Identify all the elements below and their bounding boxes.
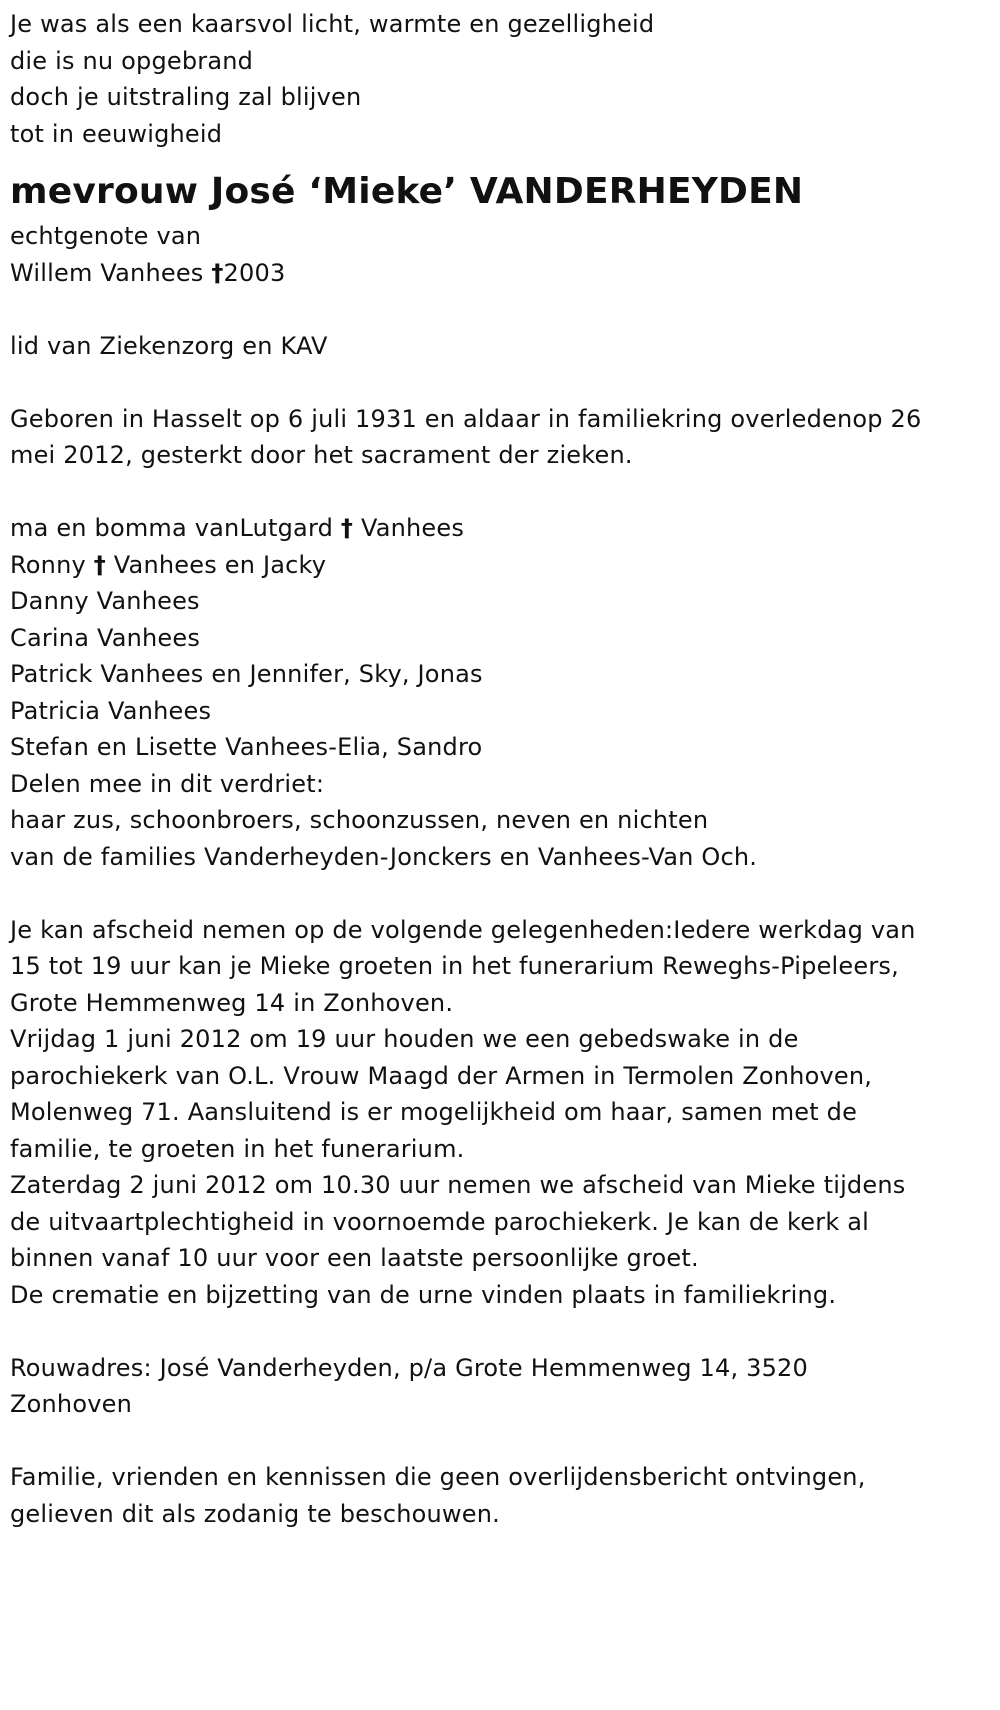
poem-line: tot in eeuwigheid: [10, 119, 223, 148]
family-text: Vanhees en Jacky: [113, 550, 327, 579]
spacer: [10, 291, 1000, 328]
closing-paragraph: [10, 1459, 1000, 1532]
family-line: Patricia Vanhees: [10, 696, 212, 725]
family-list: [10, 510, 1000, 875]
family-text: Vanhees: [360, 514, 465, 542]
family-line: Patrick Vanhees en Jennifer, Sky, Jonas: [10, 660, 483, 688]
family-line: Carina Vanhees: [10, 623, 201, 652]
paragraph-line: Vrijdag 1 juni 2012 om 19 uur houden we een gebedswake in de: [10, 1025, 799, 1053]
paragraph-line: De crematie en bijzetting van de urne vinden plaats in familiekring.: [10, 1280, 837, 1309]
poem-line: doch je uitstraling zal blijven: [10, 83, 362, 111]
paragraph-line: Zonhoven: [10, 1390, 133, 1418]
paragraph-line: binnen vanaf 10 uur voor een laatste persoonlijke groet.: [10, 1244, 699, 1272]
birth-death-paragraph: [10, 401, 1000, 474]
deceased-name: mevrouw José ‘Mieke’ VANDERHEYDEN: [10, 171, 804, 212]
family-line: Delen mee in dit verdriet:: [10, 769, 325, 798]
spacer: [10, 1313, 1000, 1350]
spouse-name: Willem Vanhees: [10, 258, 204, 287]
family-text: Ronny: [10, 550, 86, 579]
paragraph-line: familie, te groeten in het funerarium.: [10, 1134, 465, 1163]
paragraph-line: parochiekerk van O.L. Vrouw Maagd der Armen in Termolen Zonhoven,: [10, 1061, 873, 1090]
address-paragraph: [10, 1350, 1000, 1423]
paragraph-line: gelieven dit als zodanig te beschouwen.: [10, 1499, 500, 1528]
paragraph-line: Zaterdag 2 juni 2012 om 10.30 uur nemen we afscheid van Mieke tijdens: [10, 1171, 906, 1199]
paragraph-line: 15 tot 19 uur kan je Mieke groeten in het funerarium Reweghs-Pipeleers,: [10, 952, 899, 980]
paragraph-line: Rouwadres: José Vanderheyden, p/a Grote Hemmenweg 14, 3520: [10, 1353, 808, 1382]
family-line: [10, 510, 1000, 547]
membership-text: lid van Ziekenzorg en KAV: [10, 331, 328, 360]
cross-icon: †: [340, 514, 354, 542]
poem-line: die is nu opgebrand: [10, 46, 254, 75]
cross-icon: †: [211, 258, 224, 287]
paragraph-line: Je kan afscheid nemen op de volgende gelegenheden:Iedere werkdag van: [10, 915, 916, 944]
spouse-block: [10, 218, 1000, 291]
paragraph-line: Grote Hemmenweg 14 in Zonhoven.: [10, 988, 454, 1017]
spouse-year: 2003: [223, 258, 286, 287]
family-text: ma en bomma vanLutgard: [10, 514, 334, 542]
family-line: [10, 547, 1000, 584]
spacer: [10, 474, 1000, 511]
family-line: Danny Vanhees: [10, 587, 200, 615]
paragraph-line: mei 2012, gesterkt door het sacrament der zieken.: [10, 441, 633, 469]
paragraph-line: Geboren in Hasselt op 6 juli 1931 en aldaar in familiekring overledenop 26: [10, 404, 922, 433]
family-line: haar zus, schoonbroers, schoonzussen, neven en nichten: [10, 806, 709, 834]
spacer: [10, 364, 1000, 401]
paragraph-line: Molenweg 71. Aansluitend is er mogelijkheid om haar, samen met de: [10, 1098, 858, 1126]
paragraph-line: Familie, vrienden en kennissen die geen overlijdensbericht ontvingen,: [10, 1463, 866, 1491]
spacer: [10, 1423, 1000, 1460]
paragraph-line: de uitvaartplechtigheid in voornoemde parochiekerk. Je kan de kerk al: [10, 1207, 870, 1236]
spacer: [10, 875, 1000, 912]
family-line: Stefan en Lisette Vanhees-Elia, Sandro: [10, 733, 483, 761]
poem-line: Je was als een kaarsvol licht, warmte en gezelligheid: [10, 10, 655, 38]
relation-text: echtgenote van: [10, 222, 202, 250]
cross-icon: †: [93, 550, 106, 579]
family-line: van de families Vanderheyden-Jonckers en Vanhees-Van Och.: [10, 842, 758, 871]
farewell-paragraph: [10, 912, 1000, 1314]
poem: [10, 6, 1000, 152]
spouse-line: [10, 255, 1000, 292]
